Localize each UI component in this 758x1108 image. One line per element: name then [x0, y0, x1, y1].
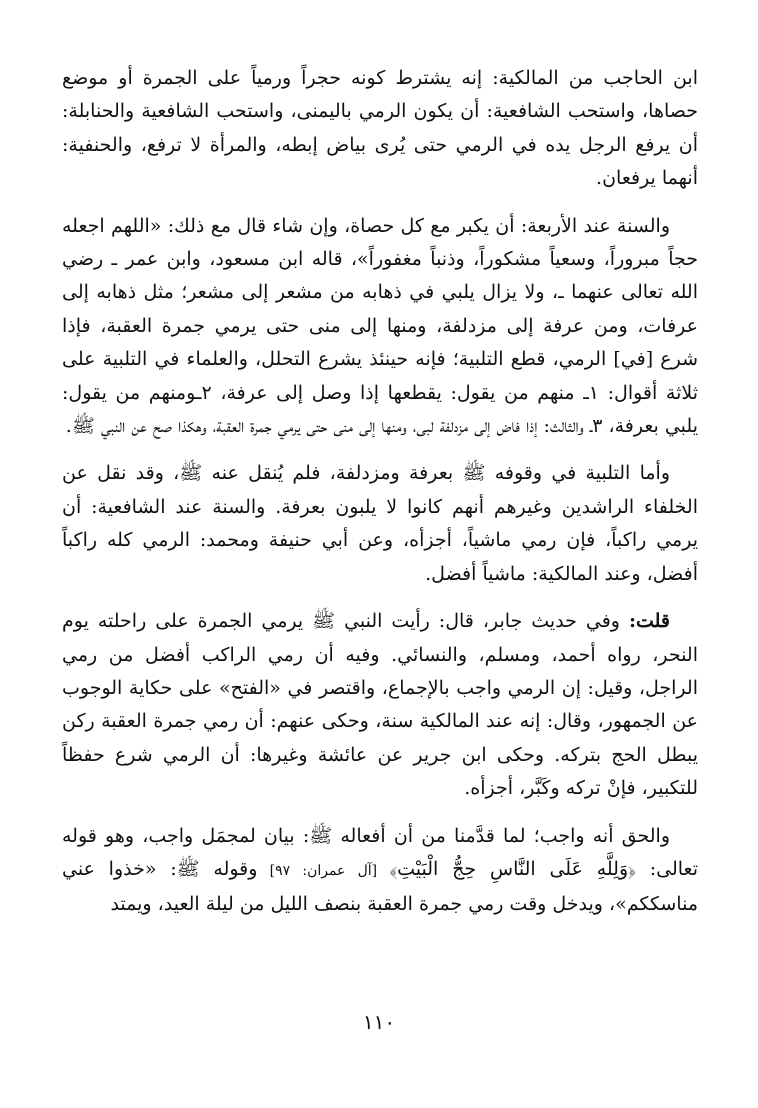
paragraph-gap	[62, 443, 698, 457]
paragraph-5-text-before: والحق أنه واجب؛ لما قدَّمنا من أن أفعاله ﷺ: بيان لمجمَل واجب، وهو قوله تعالى:	[62, 824, 699, 880]
paragraph-4	[62, 605, 698, 805]
paragraph-3: وأما التلبية في وقوفه ﷺ بعرفة ومزدلفة، فلم يُنقل عنه ﷺ، وقد نقل عن الخلفاء الراشدين وغيرهم أنهم كانوا لا يلبون بعرفة. والسنة عند الشافعية: أن يرمي راكباً، فإن رمي ماشياً، أجزأه، وعن أبي حنيفة ومحمد: الرمي كله راكباً أفضل، وعند المالكية: ماشياً أفضل.	[62, 462, 698, 585]
paragraph-1: ابن الحاجب من المالكية: إنه يشترط كونه حجراً ورمياً على الجمرة أو موضع حصاها، واستحب الشافعية: أن يكون الرمي باليمنى، واستحب الشافعية والحنابلة: أن يرفع الرجل يده في الرمي حتى يُرى بياض إبطه، والمرأة لا ترفع، والحنفية: أنهما يرفعان.	[62, 67, 698, 190]
paragraph-2: والسنة عند الأربعة: أن يكبر مع كل حصاة، وإن شاء قال مع ذلك: «اللهم اجعله حجاً مبروراً، وسعياً مشكوراً، وذنباً مغفوراً»، قاله ابن مسعود، وابن عمر ـ رضي الله تعالى عنهما ـ، ولا يزال يلبي في ذهابه من مشعر إلى مشعر؛ مثل ذهابه إلى عرفات، ومن عرفة إلى مزدلفة، ومنها إلى منى حتى يرمي جمرة العقبة، فإذا شرع [في] الرمي، قطع التلبية؛ فإنه حينئذ يشرع التحلل، والعلماء في التلبية على ثلاثة أقوال: ١ـ منهم من يقول: يقطعها إذا وصل إلى عرفة، ٢ـومنهم من يقول: يلبي بعرفة، ٣ـ والثالث: إذا فاض إلى مزدلفة لبى، ومنها إلى منى حتى يرمي جمرة العقبة، وهكذا صح عن النبي ﷺ.	[62, 214, 698, 438]
quran-verse: ﴿وَلِلَّهِ عَلَى النَّاسِ حِجُّ الْبَيْتِ﴾	[389, 857, 636, 880]
paragraph-gap	[62, 591, 698, 605]
paragraph-5	[62, 820, 698, 922]
paragraph-4-text: وفي حديث جابر، قال: رأيت النبي ﷺ يرمي الجمرة على راحلته يوم النحر، رواه أحمد، ومسلم، والنسائي. وفيه أن رمي الراكب أفضل من رمي الراجل، وقيل: إن الرمي واجب بالإجماع، واقتصر في «الفتح» على حكاية الوجوب عن الجمهور، وقال: إنه عند المالكية سنة، وحكى عنهم: أن رمي جمرة العقبة ركن يبطل الحج بتركه. وحكى ابن جرير عن عائشة وغيرها: أن الرمي شرع حفظاً للتكبير، فإنْ تركه وكَبَّر، أجزأه.	[62, 610, 698, 800]
verse-reference: [آل عمران: ٩٧]	[257, 862, 390, 879]
paragraph-gap	[62, 196, 698, 210]
paragraph-gap	[62, 806, 698, 820]
page-body	[62, 62, 698, 922]
page-number: ١١٠	[362, 1010, 396, 1034]
paragraph-5-text-after: وقوله ﷺ: «خذوا عني مناسككم»، ويدخل وقت رمي جمرة العقبة بنصف الليل من ليلة العيد، ويمتد	[62, 857, 698, 916]
paragraph-4-lead: قلت:	[628, 610, 670, 633]
